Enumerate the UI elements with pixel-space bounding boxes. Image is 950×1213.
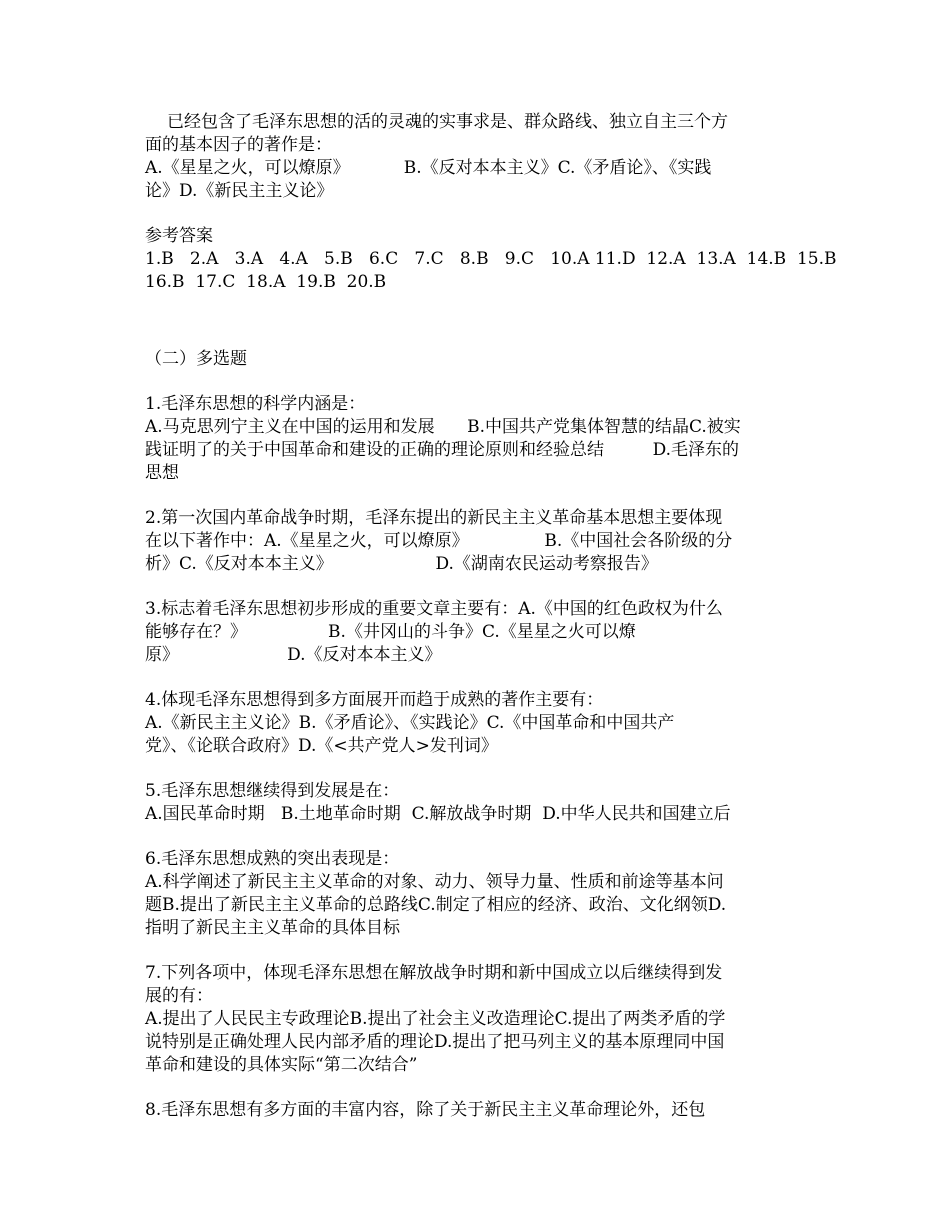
answer-key-line: 1.B 2.A 3.A 4.A 5.B 6.C 7.C 8.B 9.C 10.A 11.D 12.A 13.A 14.B 15.B [145,249,837,269]
section-title: （二）多选题 [145,349,247,369]
question-line: 说特别是正确处理人民内部矛盾的理论D.提出了把马列主义的基本原理同中国 [145,1032,725,1052]
document-page [145,111,837,1122]
question-line: 思想 [145,463,179,483]
question-5 [145,780,805,826]
question-line: 展的有： [145,986,213,1006]
question-line: 6.毛泽东思想成熟的突出表现是： [145,849,400,869]
question-1 [145,393,805,485]
question-line: 践证明了的关于中国革命和建设的正确的理论原则和经验总结 D.毛泽东的 [145,440,740,460]
intro-line: 论》D.《新民主主义论》 [145,181,334,201]
answer-key-line: 16.B 17.C 18.A 19.B 20.B [145,272,387,292]
question-line: 3.标志着毛泽东思想初步形成的重要文章主要有：A.《中国的红色政权为什么 [145,599,723,619]
question-line: 革命和建设的具体实际“第二次结合” [145,1055,418,1075]
question-line: 在以下著作中：A.《星星之火，可以燎原》 B.《中国社会各阶级的分 [145,531,733,551]
question-line: 题B.提出了新民主主义革命的总路线C.制定了相应的经济、政治、文化纲领D. [145,895,727,915]
question-line: 4.体现毛泽东思想得到多方面展开而趋于成熟的著作主要有： [145,690,604,710]
question-line: 党》、《论联合政府》D.《<共产党人>发刊词》 [145,736,498,756]
question-3 [145,598,805,667]
question-line: 8.毛泽东思想有多方面的丰富内容，除了关于新民主主义革命理论外，还包 [145,1100,706,1120]
question-line: 原》 D.《反对本本主义》 [145,645,442,665]
question-line: A.国民革命时期 B.土地革命时期 C.解放战争时期 D.中华人民共和国建立后 [145,804,731,824]
intro-line: A.《星星之火，可以燎原》 B.《反对本本主义》C.《矛盾论》、《实践 [145,158,712,178]
question-line: A.科学阐述了新民主主义革命的对象、动力、领导力量、性质和前途等基本问 [145,872,724,892]
question-8 [145,1099,805,1122]
answer-key-title: 参考答案 [145,226,213,246]
intro-line: 已经包含了毛泽东思想的活的灵魂的实事求是、群众路线、独立自主三个方 [167,112,728,132]
question-line: 析》C.《反对本本主义》 D.《湖南农民运动考察报告》 [145,554,658,574]
question-line: 7.下列各项中，体现毛泽东思想在解放战争时期和新中国成立以后继续得到发 [145,963,723,983]
question-4 [145,689,805,758]
question-line: A.提出了人民民主专政理论B.提出了社会主义改造理论C.提出了两类矛盾的学 [145,1009,726,1029]
intro-question [145,111,805,203]
question-6 [145,848,805,940]
question-line: 1.毛泽东思想的科学内涵是： [145,394,366,414]
question-line: A.《新民主主义论》B.《矛盾论》、《实践论》C.《中国革命和中国共产 [145,713,675,733]
answer-key [145,225,837,294]
question-line: A.马克思列宁主义在中国的运用和发展 B.中国共产党集体智慧的结晶C.被实 [145,417,741,437]
question-line: 指明了新民主主义革命的具体目标 [145,918,400,938]
question-2 [145,507,805,576]
question-line: 5.毛泽东思想继续得到发展是在： [145,781,400,801]
question-line: 能够存在？》 B.《井冈山的斗争》C.《星星之火可以燎 [145,622,636,642]
intro-line: 面的基本因子的著作是： [145,135,332,155]
question-line: 2.第一次国内革命战争时期，毛泽东提出的新民主主义革命基本思想主要体现 [145,508,723,528]
question-7 [145,962,805,1077]
